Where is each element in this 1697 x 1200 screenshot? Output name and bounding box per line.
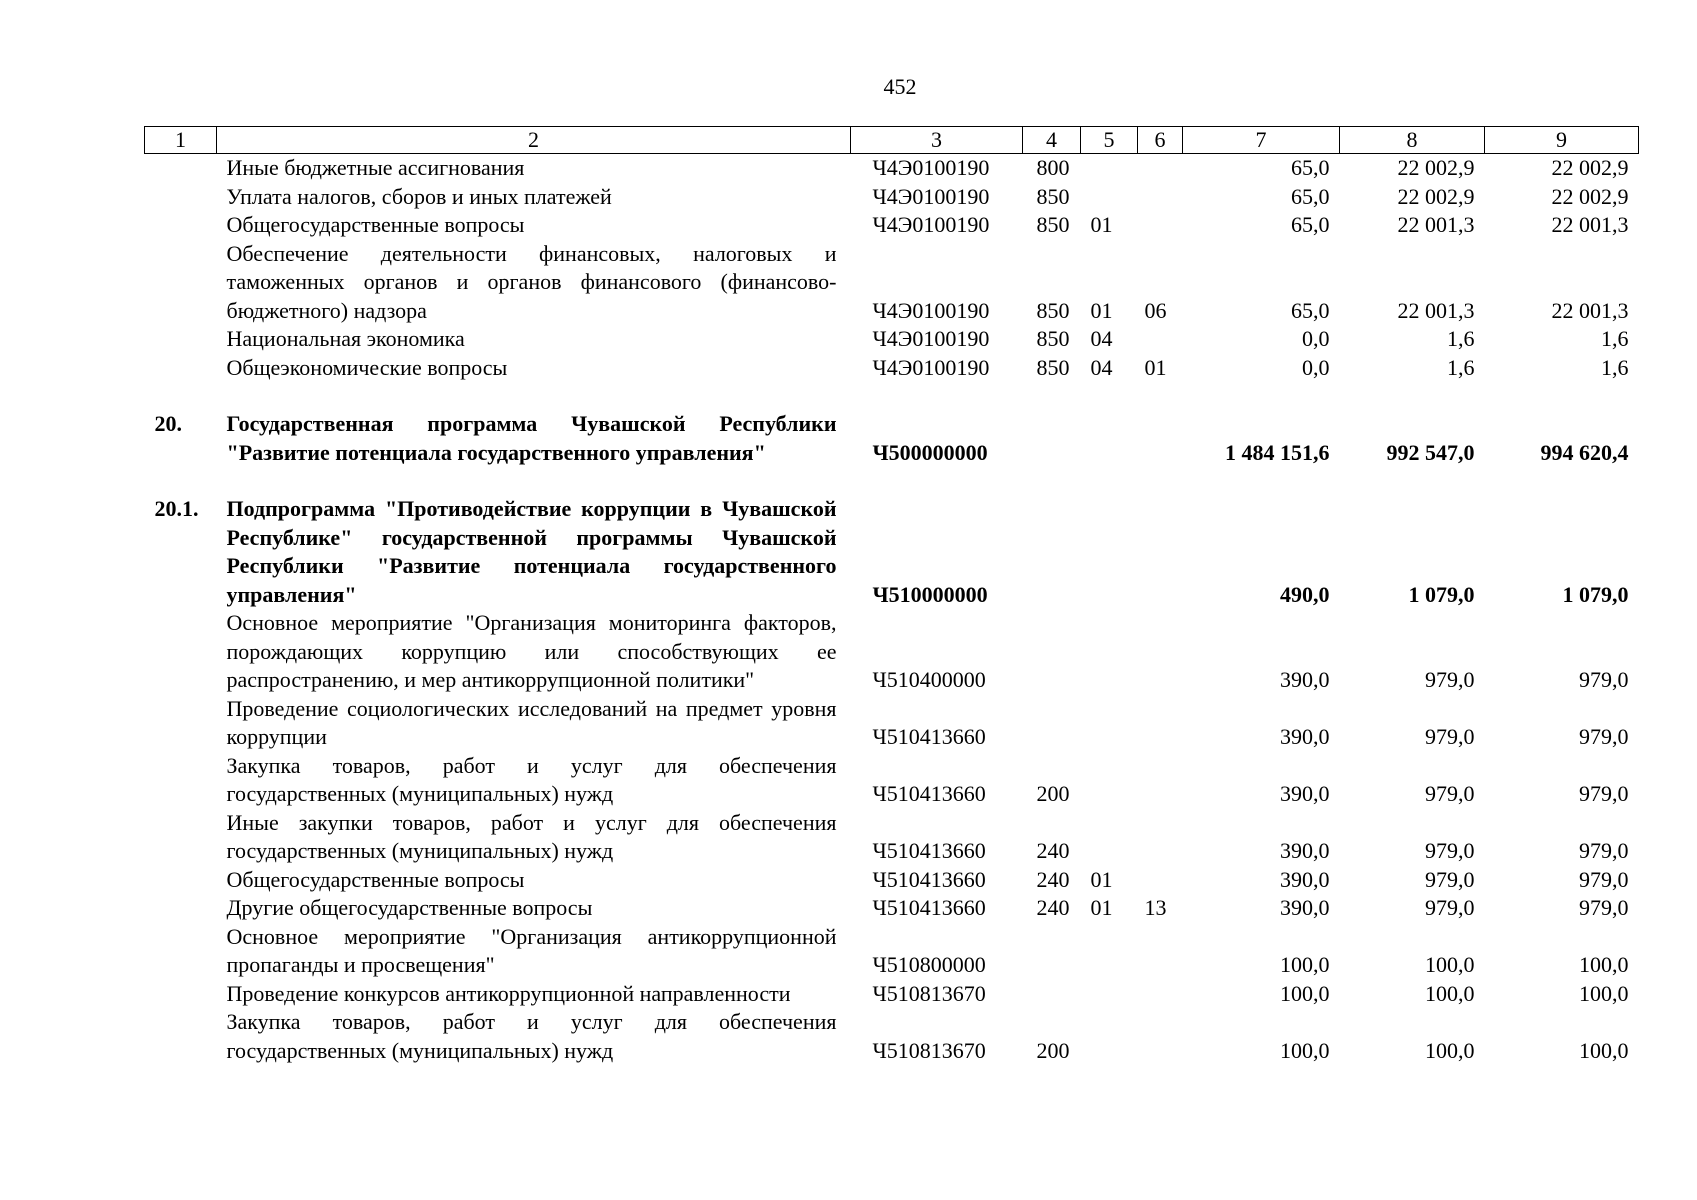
row-amount-col7: 65,0 <box>1291 212 1330 237</box>
budget-table <box>144 126 1639 1065</box>
row-name: Общегосударственные вопросы <box>226 866 525 892</box>
spacer-row <box>145 467 1639 495</box>
row-code: Ч4Э0100190 <box>872 326 990 351</box>
row-amount-col8: 979,0 <box>1425 866 1475 892</box>
row-subsection <box>1138 866 1183 895</box>
row-subsection <box>1138 752 1183 809</box>
row-expense-type: 850 <box>1036 183 1070 209</box>
table-row <box>145 325 1639 354</box>
row-amount-col7: 390,0 <box>1280 838 1330 863</box>
row-code: Ч510413660 <box>872 838 986 863</box>
row-amount-col9: 979,0 <box>1579 667 1629 692</box>
row-number <box>145 752 217 809</box>
table-row <box>145 354 1639 383</box>
row-code: Ч510813670 <box>872 1037 986 1063</box>
row-amount-col7: 100,0 <box>1280 980 1330 1006</box>
row-amount-col9: 1,6 <box>1601 354 1629 380</box>
row-number: 20.1. <box>154 496 199 521</box>
row-code: Ч510000000 <box>872 581 988 607</box>
table-row <box>145 410 1639 467</box>
row-section: 01 <box>1090 866 1113 892</box>
row-amount-col8: 22 002,9 <box>1397 155 1475 180</box>
header-col-2: 2 <box>217 127 851 154</box>
row-code: Ч510413660 <box>872 724 986 749</box>
row-code: Ч4Э0100190 <box>872 354 990 380</box>
row-number <box>145 894 217 923</box>
row-amount-col9: 1,6 <box>1601 326 1629 351</box>
row-expense-type: 800 <box>1036 155 1070 180</box>
row-amount-col9: 100,0 <box>1579 980 1629 1006</box>
header-col-5: 5 <box>1081 127 1138 154</box>
row-number <box>145 354 217 383</box>
row-subsection <box>1138 211 1183 240</box>
table-row <box>145 495 1639 609</box>
header-col-9: 9 <box>1485 127 1639 154</box>
row-amount-col8: 979,0 <box>1425 667 1475 692</box>
row-section: 04 <box>1090 354 1113 380</box>
row-amount-col7: 390,0 <box>1280 895 1330 920</box>
table-row <box>145 752 1639 809</box>
row-name: Другие общегосударственные вопросы <box>226 895 593 920</box>
row-expense-type: 850 <box>1036 212 1070 237</box>
row-amount-col9: 100,0 <box>1579 952 1629 977</box>
row-name: Закупка товаров, работ и услуг для обеспечения государственных (муниципальных) нужд <box>226 752 837 806</box>
row-number <box>145 1008 217 1065</box>
header-col-6: 6 <box>1138 127 1183 154</box>
row-name: Общеэкономические вопросы <box>226 354 508 380</box>
row-amount-col9: 100,0 <box>1579 1037 1629 1063</box>
row-amount-col7: 100,0 <box>1280 1037 1330 1063</box>
row-name: Проведение конкурсов антикоррупционной направленности <box>226 980 791 1006</box>
row-section: 01 <box>1090 297 1113 323</box>
table-row <box>145 211 1639 240</box>
row-code: Ч4Э0100190 <box>872 212 990 237</box>
row-section <box>1081 495 1138 609</box>
row-section <box>1081 609 1138 695</box>
row-amount-col7: 65,0 <box>1291 155 1330 180</box>
row-number <box>145 809 217 866</box>
row-expense-type: 200 <box>1036 781 1070 806</box>
row-amount-col8: 22 001,3 <box>1397 212 1475 237</box>
row-section <box>1081 410 1138 467</box>
row-amount-col9: 1 079,0 <box>1562 581 1629 607</box>
row-code: Ч510413660 <box>872 781 986 806</box>
row-expense-type: 240 <box>1036 838 1070 863</box>
row-amount-col9: 979,0 <box>1579 895 1629 920</box>
row-subsection: 13 <box>1144 895 1167 920</box>
header-col-8: 8 <box>1340 127 1485 154</box>
spacer-row <box>145 382 1639 410</box>
row-name: Общегосударственные вопросы <box>226 212 525 237</box>
row-amount-col7: 0,0 <box>1302 354 1330 380</box>
row-expense-type: 850 <box>1036 326 1070 351</box>
row-amount-col8: 1 079,0 <box>1408 581 1475 607</box>
header-row <box>145 127 1639 154</box>
row-amount-col7: 1 484 151,6 <box>1225 439 1330 465</box>
row-subsection: 06 <box>1144 297 1167 323</box>
row-name: Закупка товаров, работ и услуг для обеспечения государственных (муниципальных) нужд <box>226 1009 837 1063</box>
row-number <box>145 609 217 695</box>
row-expense-type <box>1023 695 1081 752</box>
table-row <box>145 980 1639 1009</box>
row-name: Проведение социологических исследований на предмет уровня коррупции <box>226 695 837 749</box>
row-code: Ч510813670 <box>872 980 986 1006</box>
row-subsection <box>1138 495 1183 609</box>
row-expense-type <box>1023 980 1081 1009</box>
row-amount-col7: 100,0 <box>1280 952 1330 977</box>
table-row <box>145 894 1639 923</box>
row-amount-col9: 994 620,4 <box>1540 439 1629 465</box>
row-amount-col8: 979,0 <box>1425 724 1475 749</box>
row-number: 20. <box>154 411 182 436</box>
row-amount-col9: 979,0 <box>1579 866 1629 892</box>
row-name: Иные бюджетные ассигнования <box>226 155 525 180</box>
table-row <box>145 809 1639 866</box>
row-number <box>145 866 217 895</box>
row-subsection <box>1138 609 1183 695</box>
row-code: Ч4Э0100190 <box>872 155 990 180</box>
row-amount-col7: 390,0 <box>1280 667 1330 692</box>
row-section <box>1081 1008 1138 1065</box>
row-amount-col7: 490,0 <box>1280 581 1330 607</box>
row-name: Подпрограмма "Противодействие коррупции в Чувашской Республике" государственной программы Чувашской Республики "Развитие потенциала государственного управления" <box>226 496 837 607</box>
row-amount-col9: 979,0 <box>1579 838 1629 863</box>
row-section <box>1081 923 1138 980</box>
row-subsection <box>1138 183 1183 212</box>
row-code: Ч510800000 <box>872 952 986 977</box>
row-code: Ч510400000 <box>872 667 986 692</box>
table-row <box>145 609 1639 695</box>
row-number <box>145 183 217 212</box>
row-amount-col8: 22 001,3 <box>1397 297 1475 323</box>
row-section <box>1081 695 1138 752</box>
table-header <box>145 127 1639 154</box>
row-expense-type <box>1023 923 1081 980</box>
row-expense-type: 850 <box>1036 297 1070 323</box>
row-amount-col8: 979,0 <box>1425 895 1475 920</box>
row-name: Обеспечение деятельности финансовых, налоговых и таможенных органов и органов финансового (финансово-бюджетного) надзора <box>226 240 837 323</box>
table-row <box>145 695 1639 752</box>
row-subsection <box>1138 410 1183 467</box>
row-amount-col8: 979,0 <box>1425 838 1475 863</box>
header-col-3: 3 <box>851 127 1023 154</box>
header-col-4: 4 <box>1023 127 1081 154</box>
row-name: Основное мероприятие "Организация мониторинга факторов, порождающих коррупцию или способствующих ее распространению, и мер антикоррупционной политики" <box>226 610 837 692</box>
row-amount-col9: 22 002,9 <box>1551 183 1629 209</box>
row-amount-col8: 1,6 <box>1447 354 1475 380</box>
row-amount-col8: 992 547,0 <box>1386 439 1475 465</box>
row-amount-col7: 0,0 <box>1302 326 1330 351</box>
row-code: Ч510413660 <box>872 866 986 892</box>
row-amount-col9: 979,0 <box>1579 724 1629 749</box>
row-amount-col9: 22 002,9 <box>1551 155 1629 180</box>
row-code: Ч510413660 <box>872 895 986 920</box>
table-row <box>145 240 1639 326</box>
table-row <box>145 183 1639 212</box>
row-subsection <box>1138 154 1183 183</box>
row-subsection <box>1138 809 1183 866</box>
page-number: 452 <box>883 74 917 99</box>
row-expense-type: 240 <box>1036 895 1070 920</box>
row-expense-type: 850 <box>1036 354 1070 380</box>
row-number <box>145 325 217 354</box>
row-expense-type <box>1023 609 1081 695</box>
row-amount-col7: 390,0 <box>1280 724 1330 749</box>
row-number <box>145 695 217 752</box>
row-number <box>145 211 217 240</box>
row-amount-col7: 65,0 <box>1291 297 1330 323</box>
row-expense-type: 240 <box>1036 866 1070 892</box>
row-expense-type <box>1023 495 1081 609</box>
row-subsection <box>1138 325 1183 354</box>
table-row <box>145 1008 1639 1065</box>
row-section <box>1081 980 1138 1009</box>
row-section: 01 <box>1090 895 1113 920</box>
row-section <box>1081 154 1138 183</box>
row-section <box>1081 183 1138 212</box>
row-amount-col7: 390,0 <box>1280 781 1330 806</box>
row-amount-col8: 100,0 <box>1425 1037 1475 1063</box>
row-amount-col9: 979,0 <box>1579 781 1629 806</box>
row-name: Основное мероприятие "Организация антикоррупционной пропаганды и просвещения" <box>226 923 837 977</box>
row-name: Иные закупки товаров, работ и услуг для обеспечения государственных (муниципальных) нужд <box>226 809 837 863</box>
row-subsection <box>1138 980 1183 1009</box>
row-name: Уплата налогов, сборов и иных платежей <box>226 183 612 209</box>
row-amount-col7: 390,0 <box>1280 866 1330 892</box>
row-section <box>1081 752 1138 809</box>
row-subsection <box>1138 695 1183 752</box>
table-body <box>145 154 1639 1066</box>
row-amount-col8: 1,6 <box>1447 326 1475 351</box>
row-amount-col8: 22 002,9 <box>1397 183 1475 209</box>
row-amount-col7: 65,0 <box>1291 183 1330 209</box>
row-name: Государственная программа Чувашской Республики "Развитие потенциала государственного управления" <box>226 411 837 465</box>
header-col-1: 1 <box>145 127 217 154</box>
row-amount-col8: 979,0 <box>1425 781 1475 806</box>
row-code: Ч500000000 <box>872 439 988 465</box>
table-row <box>145 866 1639 895</box>
row-amount-col9: 22 001,3 <box>1551 297 1629 323</box>
table-row <box>145 154 1639 183</box>
row-number <box>145 154 217 183</box>
row-subsection <box>1138 1008 1183 1065</box>
row-code: Ч4Э0100190 <box>872 183 990 209</box>
row-section: 04 <box>1090 326 1113 351</box>
row-number <box>145 980 217 1009</box>
header-col-7: 7 <box>1183 127 1340 154</box>
row-amount-col9: 22 001,3 <box>1551 212 1629 237</box>
row-name: Национальная экономика <box>226 326 465 351</box>
table-row <box>145 923 1639 980</box>
row-number <box>145 923 217 980</box>
row-code: Ч4Э0100190 <box>872 297 990 323</box>
row-amount-col8: 100,0 <box>1425 980 1475 1006</box>
row-expense-type <box>1023 410 1081 467</box>
row-section <box>1081 809 1138 866</box>
row-subsection <box>1138 923 1183 980</box>
row-expense-type: 200 <box>1036 1037 1070 1063</box>
row-number <box>145 240 217 326</box>
row-subsection: 01 <box>1144 354 1167 380</box>
row-section: 01 <box>1090 212 1113 237</box>
row-amount-col8: 100,0 <box>1425 952 1475 977</box>
